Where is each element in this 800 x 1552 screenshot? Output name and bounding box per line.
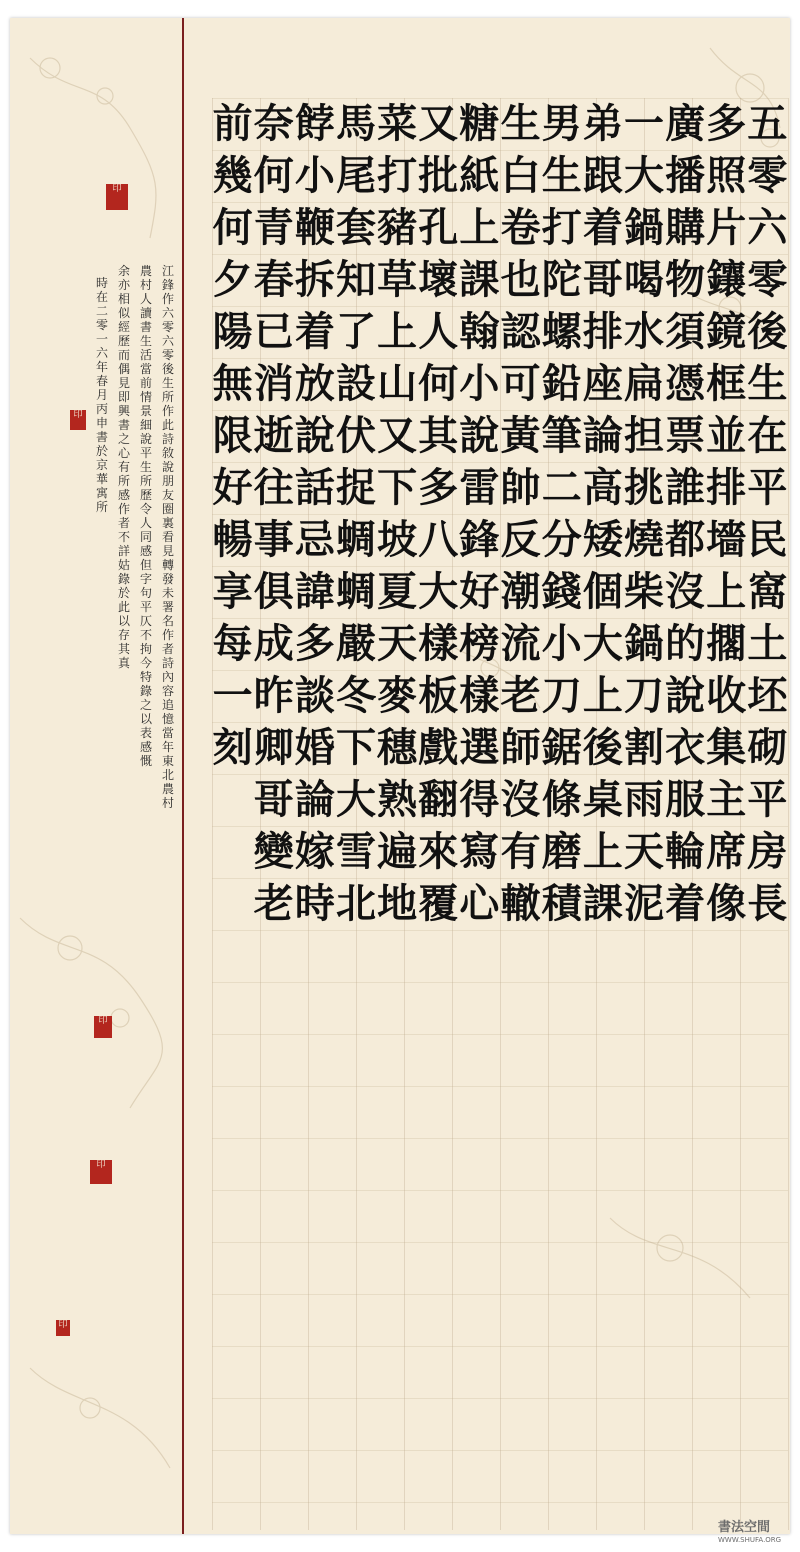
calligraphy-character: 卷 — [500, 204, 541, 251]
calligraphy-character: 鍋 — [624, 620, 664, 667]
text-column — [455, 98, 503, 1530]
calligraphy-character: 砌 — [747, 724, 788, 771]
calligraphy-character: 陀 — [541, 256, 582, 303]
calligraphy-character: 下 — [336, 724, 376, 771]
calligraphy-character: 筆 — [541, 412, 582, 459]
inscription-column: 農村人讀書生活當前情景細說平生所歷令人同感但字句平仄不拘今特錄之以表感慨 — [140, 264, 153, 768]
calligraphy-character: 也 — [500, 256, 541, 303]
calligraphy-character: 泥 — [624, 880, 664, 927]
calligraphy-character: 廣 — [665, 100, 706, 147]
calligraphy-character: 拆 — [294, 256, 335, 303]
calligraphy-character: 享 — [212, 568, 253, 615]
calligraphy-character: 小 — [294, 152, 335, 199]
calligraphy-character: 板 — [418, 672, 459, 719]
calligraphy-character: 何 — [253, 152, 294, 199]
calligraphy-character: 婚 — [294, 724, 335, 771]
calligraphy-character: 八 — [418, 516, 459, 563]
calligraphy-character: 哥 — [253, 776, 294, 823]
calligraphy-character: 弟 — [582, 100, 623, 147]
calligraphy-character: 榜 — [459, 620, 500, 667]
calligraphy-character: 翰 — [459, 308, 500, 355]
calligraphy-character: 奈 — [253, 100, 294, 147]
calligraphy-character: 五 — [747, 100, 788, 147]
calligraphy-character: 着 — [665, 880, 706, 927]
calligraphy-scroll — [10, 18, 790, 1534]
calligraphy-character: 蜩 — [336, 568, 376, 615]
calligraphy-character: 燒 — [624, 516, 664, 563]
calligraphy-character: 在 — [747, 412, 788, 459]
calligraphy-character: 服 — [665, 776, 706, 823]
calligraphy-character: 後 — [582, 724, 623, 771]
calligraphy-character: 遍 — [377, 828, 418, 875]
calligraphy-character: 天 — [624, 828, 664, 875]
calligraphy-character: 生 — [500, 100, 541, 147]
calligraphy-character: 大 — [336, 776, 376, 823]
calligraphy-character: 心 — [459, 880, 500, 927]
calligraphy-character: 哥 — [582, 256, 623, 303]
calligraphy-character: 大 — [582, 620, 623, 667]
calligraphy-character: 條 — [541, 776, 582, 823]
text-column — [291, 98, 339, 1530]
calligraphy-character: 樣 — [459, 672, 500, 719]
calligraphy-character: 話 — [294, 464, 335, 511]
calligraphy-character: 座 — [582, 360, 623, 407]
calligraphy-character: 的 — [665, 620, 706, 667]
calligraphy-character: 主 — [706, 776, 747, 823]
calligraphy-character: 多 — [294, 620, 335, 667]
main-calligraphy-grid — [212, 98, 788, 1530]
calligraphy-character: 好 — [212, 464, 253, 511]
calligraphy-character: 排 — [706, 464, 747, 511]
calligraphy-character: 着 — [582, 204, 623, 251]
calligraphy-character: 穗 — [377, 724, 418, 771]
calligraphy-character: 夕 — [212, 256, 253, 303]
calligraphy-character: 壞 — [418, 256, 459, 303]
calligraphy-character: 鍋 — [624, 204, 664, 251]
text-column — [661, 98, 709, 1530]
calligraphy-character: 說 — [665, 672, 706, 719]
calligraphy-character: 鋸 — [541, 724, 582, 771]
red-divider-line — [182, 18, 184, 1534]
calligraphy-character: 何 — [418, 360, 459, 407]
calligraphy-character: 前 — [212, 100, 253, 147]
calligraphy-character: 平 — [747, 776, 788, 823]
seal-stamp-bottom-1: 印 — [90, 1160, 112, 1184]
calligraphy-character: 老 — [253, 880, 294, 927]
calligraphy-character: 上 — [377, 308, 418, 355]
calligraphy-character: 往 — [253, 464, 294, 511]
calligraphy-character: 上 — [459, 204, 500, 251]
calligraphy-character: 多 — [706, 100, 747, 147]
calligraphy-character: 夏 — [377, 568, 418, 615]
calligraphy-character: 尾 — [336, 152, 376, 199]
calligraphy-character: 無 — [212, 360, 253, 407]
calligraphy-character: 平 — [747, 464, 788, 511]
calligraphy-character: 山 — [377, 360, 418, 407]
calligraphy-character: 限 — [212, 412, 253, 459]
calligraphy-character: 捉 — [336, 464, 376, 511]
calligraphy-character: 說 — [459, 412, 500, 459]
calligraphy-character: 蜩 — [336, 516, 376, 563]
calligraphy-character: 上 — [582, 672, 623, 719]
calligraphy-character: 套 — [336, 204, 376, 251]
text-column — [497, 98, 545, 1530]
calligraphy-character: 小 — [459, 360, 500, 407]
calligraphy-character: 翻 — [418, 776, 459, 823]
calligraphy-character: 鞭 — [294, 204, 335, 251]
calligraphy-character: 雷 — [459, 464, 500, 511]
seal-stamp-middle: 印 — [70, 410, 86, 430]
calligraphy-character: 須 — [665, 308, 706, 355]
calligraphy-character: 冬 — [336, 672, 376, 719]
calligraphy-character: 春 — [253, 256, 294, 303]
calligraphy-character: 成 — [253, 620, 294, 667]
calligraphy-character: 框 — [706, 360, 747, 407]
inscription-column: 時在二零一六年春月丙申書於京華寓所 — [96, 276, 109, 514]
calligraphy-character: 嫁 — [294, 828, 335, 875]
calligraphy-character: 物 — [665, 256, 706, 303]
calligraphy-character: 民 — [747, 516, 788, 563]
calligraphy-character: 糖 — [459, 100, 500, 147]
calligraphy-character: 伏 — [336, 412, 376, 459]
calligraphy-character: 麥 — [377, 672, 418, 719]
calligraphy-character: 鉛 — [541, 360, 582, 407]
calligraphy-character: 後 — [747, 308, 788, 355]
text-column — [414, 98, 462, 1530]
text-column — [209, 98, 257, 1530]
calligraphy-character: 青 — [253, 204, 294, 251]
calligraphy-character: 熟 — [377, 776, 418, 823]
calligraphy-character: 打 — [541, 204, 582, 251]
calligraphy-character: 暢 — [212, 516, 253, 563]
calligraphy-character: 排 — [582, 308, 623, 355]
text-column — [620, 98, 668, 1530]
calligraphy-character: 白 — [500, 152, 541, 199]
calligraphy-character: 錢 — [541, 568, 582, 615]
calligraphy-character: 高 — [582, 464, 623, 511]
calligraphy-character: 像 — [706, 880, 747, 927]
calligraphy-character: 矮 — [582, 516, 623, 563]
watermark-chinese: 書法空間 — [718, 1520, 771, 1535]
calligraphy-character: 着 — [294, 308, 335, 355]
calligraphy-character: 打 — [377, 152, 418, 199]
calligraphy-character: 零 — [747, 256, 788, 303]
calligraphy-character: 都 — [665, 516, 706, 563]
seal-stamp-top: 印 — [106, 184, 128, 210]
calligraphy-character: 嚴 — [336, 620, 376, 667]
calligraphy-character: 割 — [624, 724, 664, 771]
calligraphy-character: 零 — [747, 152, 788, 199]
calligraphy-character: 購 — [665, 204, 706, 251]
calligraphy-character: 鏡 — [706, 308, 747, 355]
calligraphy-character: 豬 — [377, 204, 418, 251]
calligraphy-character: 戲 — [418, 724, 459, 771]
calligraphy-character: 上 — [706, 568, 747, 615]
text-column — [743, 98, 790, 1530]
calligraphy-character: 分 — [541, 516, 582, 563]
calligraphy-character: 流 — [500, 620, 541, 667]
calligraphy-character: 誰 — [665, 464, 706, 511]
calligraphy-character: 師 — [500, 724, 541, 771]
calligraphy-character: 天 — [377, 620, 418, 667]
calligraphy-character: 雪 — [336, 828, 376, 875]
calligraphy-character: 何 — [212, 204, 253, 251]
calligraphy-character: 收 — [706, 672, 747, 719]
calligraphy-character: 了 — [336, 308, 376, 355]
calligraphy-character: 菜 — [377, 100, 418, 147]
calligraphy-character: 螺 — [541, 308, 582, 355]
calligraphy-character: 播 — [665, 152, 706, 199]
calligraphy-character: 雨 — [624, 776, 664, 823]
calligraphy-character: 潮 — [500, 568, 541, 615]
calligraphy-character: 說 — [294, 412, 335, 459]
text-column — [332, 98, 380, 1530]
calligraphy-character: 反 — [500, 516, 541, 563]
calligraphy-character: 墻 — [706, 516, 747, 563]
calligraphy-character: 孔 — [418, 204, 459, 251]
text-column — [702, 98, 750, 1530]
calligraphy-character: 變 — [253, 828, 294, 875]
calligraphy-character: 覆 — [418, 880, 459, 927]
watermark-latin: WWW.SHUFA.ORG — [718, 1536, 782, 1544]
calligraphy-character: 扁 — [624, 360, 664, 407]
calligraphy-character: 坯 — [747, 672, 788, 719]
calligraphy-character: 轍 — [500, 880, 541, 927]
calligraphy-character: 已 — [253, 308, 294, 355]
calligraphy-character: 放 — [294, 360, 335, 407]
calligraphy-character: 席 — [706, 828, 747, 875]
calligraphy-character: 並 — [706, 412, 747, 459]
calligraphy-character: 桌 — [582, 776, 623, 823]
calligraphy-character: 跟 — [582, 152, 623, 199]
calligraphy-character: 草 — [377, 256, 418, 303]
calligraphy-character: 六 — [747, 204, 788, 251]
calligraphy-character: 論 — [582, 412, 623, 459]
calligraphy-character: 上 — [582, 828, 623, 875]
calligraphy-character: 馬 — [336, 100, 376, 147]
calligraphy-character: 逝 — [253, 412, 294, 459]
calligraphy-character: 陽 — [212, 308, 253, 355]
inscription-column: 余亦相似經歷而偶見即興書之心有所感作者不詳姑錄於此以存其真 — [118, 264, 131, 670]
calligraphy-character: 時 — [294, 880, 335, 927]
calligraphy-character: 窩 — [747, 568, 788, 615]
calligraphy-character: 刀 — [624, 672, 664, 719]
calligraphy-character: 來 — [418, 828, 459, 875]
calligraphy-character: 幾 — [212, 152, 253, 199]
calligraphy-character: 消 — [253, 360, 294, 407]
calligraphy-character: 俱 — [253, 568, 294, 615]
calligraphy-character: 長 — [747, 880, 788, 927]
calligraphy-character: 批 — [418, 152, 459, 199]
calligraphy-character: 男 — [541, 100, 582, 147]
calligraphy-character: 談 — [294, 672, 335, 719]
calligraphy-character: 得 — [459, 776, 500, 823]
calligraphy-character: 人 — [418, 308, 459, 355]
calligraphy-character: 紙 — [459, 152, 500, 199]
calligraphy-character: 積 — [541, 880, 582, 927]
calligraphy-character: 好 — [459, 568, 500, 615]
calligraphy-character: 水 — [624, 308, 664, 355]
inscription-colophon — [74, 264, 174, 1064]
calligraphy-character: 可 — [500, 360, 541, 407]
calligraphy-character: 沒 — [665, 568, 706, 615]
calligraphy-character: 輪 — [665, 828, 706, 875]
calligraphy-character: 大 — [418, 568, 459, 615]
calligraphy-character: 昨 — [253, 672, 294, 719]
calligraphy-character: 認 — [500, 308, 541, 355]
calligraphy-character: 忌 — [294, 516, 335, 563]
calligraphy-character: 個 — [582, 568, 623, 615]
calligraphy-character: 柴 — [624, 568, 664, 615]
calligraphy-character: 北 — [336, 880, 376, 927]
calligraphy-character: 票 — [665, 412, 706, 459]
seal-stamp-lower: 印 — [94, 1016, 112, 1038]
calligraphy-character: 鋒 — [459, 516, 500, 563]
inscription-column: 江鋒作六零六零後生所作此詩敘說朋友圈裏看見轉發未署名作者詩內容追憶當年東北農村 — [162, 264, 175, 810]
calligraphy-character: 事 — [253, 516, 294, 563]
calligraphy-character: 照 — [706, 152, 747, 199]
calligraphy-character: 生 — [541, 152, 582, 199]
calligraphy-character: 寫 — [459, 828, 500, 875]
calligraphy-character: 多 — [418, 464, 459, 511]
calligraphy-character: 帥 — [500, 464, 541, 511]
calligraphy-character: 有 — [500, 828, 541, 875]
calligraphy-character: 其 — [418, 412, 459, 459]
calligraphy-character: 又 — [377, 412, 418, 459]
calligraphy-character: 設 — [336, 360, 376, 407]
calligraphy-character: 集 — [706, 724, 747, 771]
text-column — [538, 98, 586, 1530]
calligraphy-character: 二 — [541, 464, 582, 511]
calligraphy-character: 課 — [459, 256, 500, 303]
calligraphy-character: 一 — [624, 100, 664, 147]
calligraphy-character: 餑 — [294, 100, 335, 147]
calligraphy-character: 知 — [336, 256, 376, 303]
calligraphy-character: 老 — [500, 672, 541, 719]
calligraphy-character: 磨 — [541, 828, 582, 875]
calligraphy-character: 憑 — [665, 360, 706, 407]
calligraphy-character: 擱 — [706, 620, 747, 667]
calligraphy-character: 刀 — [541, 672, 582, 719]
calligraphy-character: 課 — [582, 880, 623, 927]
calligraphy-character: 地 — [377, 880, 418, 927]
site-watermark — [718, 1520, 796, 1550]
calligraphy-character: 鑲 — [706, 256, 747, 303]
seal-stamp-bottom-2: 印 — [56, 1320, 70, 1336]
text-column — [250, 98, 298, 1530]
calligraphy-character: 每 — [212, 620, 253, 667]
calligraphy-character: 房 — [747, 828, 788, 875]
text-column — [373, 98, 421, 1530]
text-column — [579, 98, 627, 1530]
calligraphy-character: 大 — [624, 152, 664, 199]
calligraphy-character: 一 — [212, 672, 253, 719]
calligraphy-character: 刻 — [212, 724, 253, 771]
calligraphy-character: 衣 — [665, 724, 706, 771]
calligraphy-character: 生 — [747, 360, 788, 407]
calligraphy-character: 諱 — [294, 568, 335, 615]
calligraphy-character: 下 — [377, 464, 418, 511]
calligraphy-character: 卿 — [253, 724, 294, 771]
calligraphy-character: 選 — [459, 724, 500, 771]
calligraphy-character: 片 — [706, 204, 747, 251]
calligraphy-character: 土 — [747, 620, 788, 667]
calligraphy-character: 坡 — [377, 516, 418, 563]
calligraphy-character: 沒 — [500, 776, 541, 823]
calligraphy-character: 又 — [418, 100, 459, 147]
calligraphy-character: 小 — [541, 620, 582, 667]
calligraphy-character: 担 — [624, 412, 664, 459]
calligraphy-character: 黃 — [500, 412, 541, 459]
calligraphy-character: 喝 — [624, 256, 664, 303]
calligraphy-character: 挑 — [624, 464, 664, 511]
calligraphy-character: 論 — [294, 776, 335, 823]
calligraphy-character: 樣 — [418, 620, 459, 667]
